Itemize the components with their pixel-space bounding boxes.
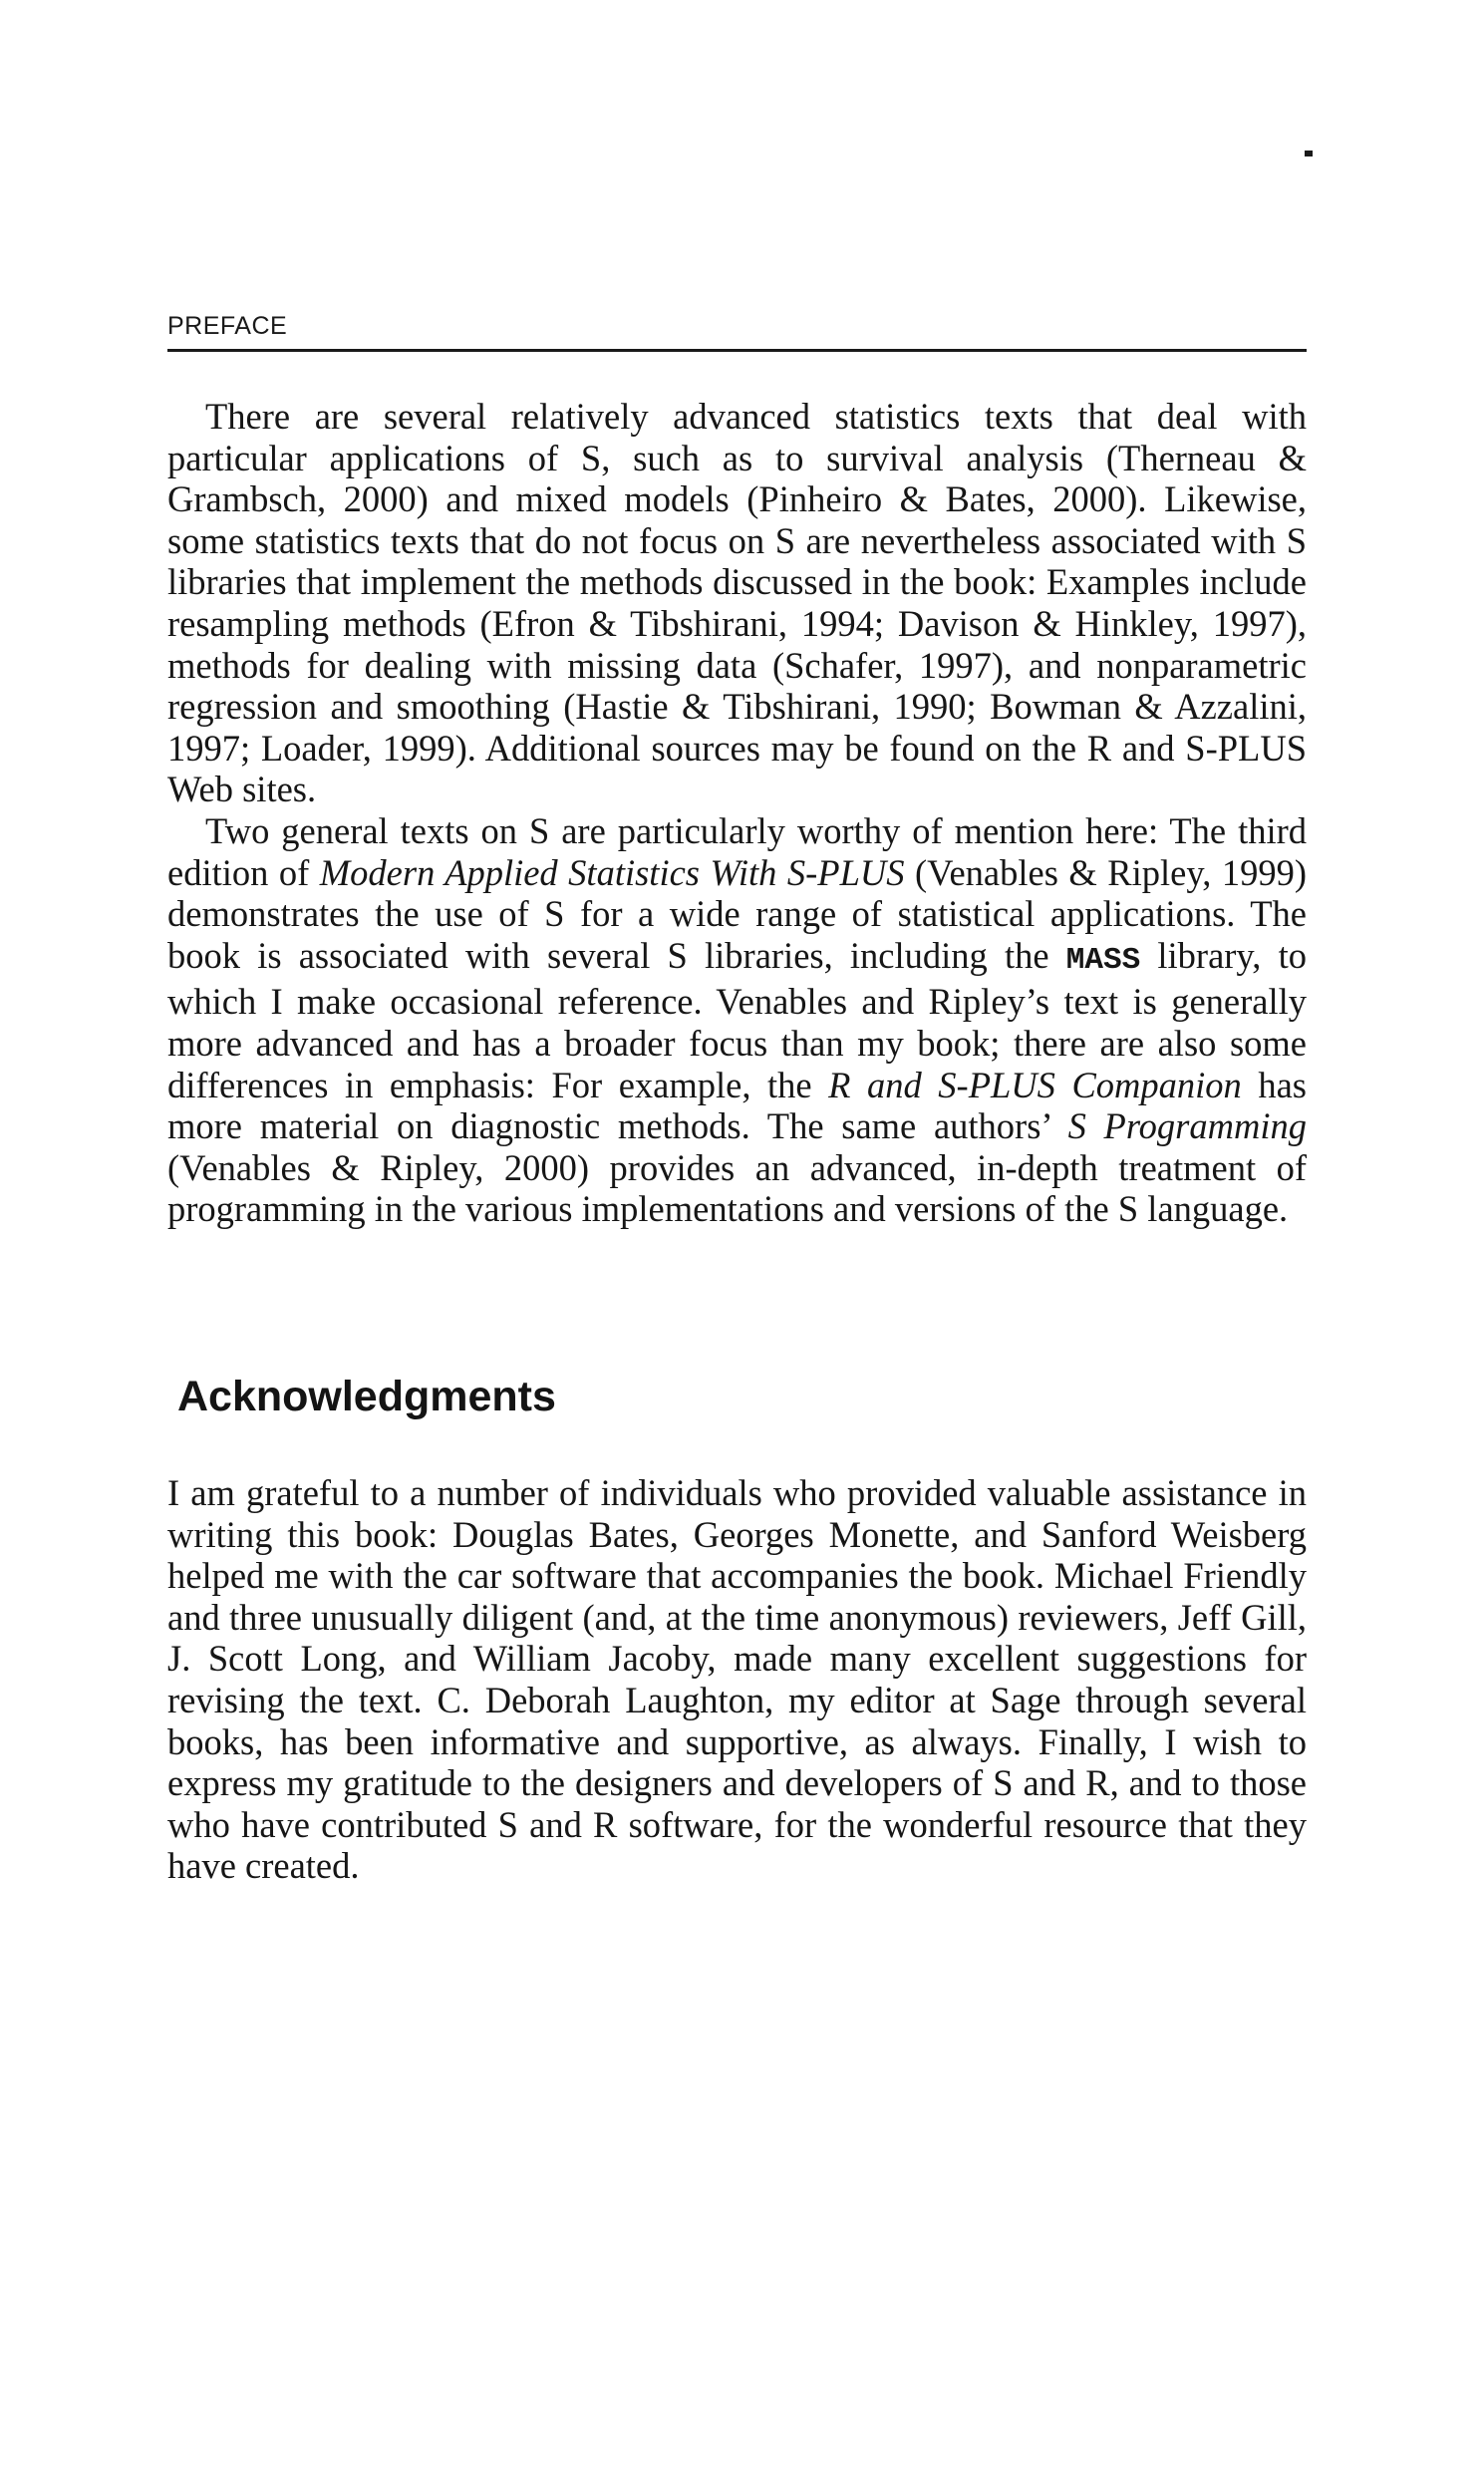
paragraph-acknowledgments: I am grateful to a number of individuals who provided valuable assistance in writing this book: Douglas Bates, Georges Monette, and Sanford Weisberg helped me with the car software that accompanies the book. Michael Friendly and three unusually diligent (and, at the time anonymous) reviewers, Jeff Gill, J. Scott Long, and William Jacoby, made many excellent suggestions for revising the text. C. Deborah Laughton, my editor at Sage through several books, has been informative and supportive, as always. Finally, I wish to express my gratitude to the designers and developers of S and R, and to those who have contributed S and R software, for the wonderful resource that they have created. (167, 1472, 1307, 1887)
paragraph-general-texts (167, 810, 1307, 1230)
section-heading-acknowledgments: Acknowledgments (177, 1373, 556, 1420)
text-run: library, to which I make occasional reference. Venables and Ripley’s text is generally more advanced and has a broader focus than my book; there are also some differences in emphasis: For example, the (167, 934, 1308, 1105)
scan-mark (1305, 151, 1313, 156)
text-run: (Venables & Ripley, 1999) demonstrates the use of S for a wide range of statistical applications. The book is associated with several S libraries, including the (167, 851, 1307, 976)
text-run: (Venables & Ripley, 2000) provides an advanced, in-depth treatment of programming in the various implementations and versions of the S language. (167, 1146, 1307, 1230)
text-run: has more material on diagnostic methods. The same authors’ (167, 1064, 1307, 1147)
header-rule (167, 349, 1307, 352)
preface-body (167, 396, 1307, 1230)
paragraph-related-texts: There are several relatively advanced statistics texts that deal with particular applications of S, such as to survival analysis (Therneau & Grambsch, 2000) and mixed models (Pinheiro & Bates, 2000). Likewise, some statistics texts that do not focus on S are nevertheless associated with S libraries that implement the methods discussed in the book: Examples include resampling methods (Efron & Tibshirani, 1994; Davison & Hinkley, 1997), methods for dealing with missing data (Schafer, 1997), and nonparametric regression and smoothing (Hastie & Tibshirani, 1990; Bowman & Azzalini, 1997; Loader, 1999). Additional sources may be found on the R and S-PLUS Web sites. (167, 396, 1307, 810)
book-title: Modern Applied Statistics With S-PLUS (319, 851, 905, 893)
book-title: S Programming (1067, 1105, 1307, 1147)
book-title: R and S-PLUS Companion (828, 1064, 1242, 1105)
library-name: MASS (1065, 942, 1141, 978)
running-head: PREFACE (167, 312, 288, 340)
text-run: Two general texts on S are particularly worthy of mention here: The third edition of (167, 809, 1307, 893)
acknowledgments-body (167, 1472, 1307, 1887)
